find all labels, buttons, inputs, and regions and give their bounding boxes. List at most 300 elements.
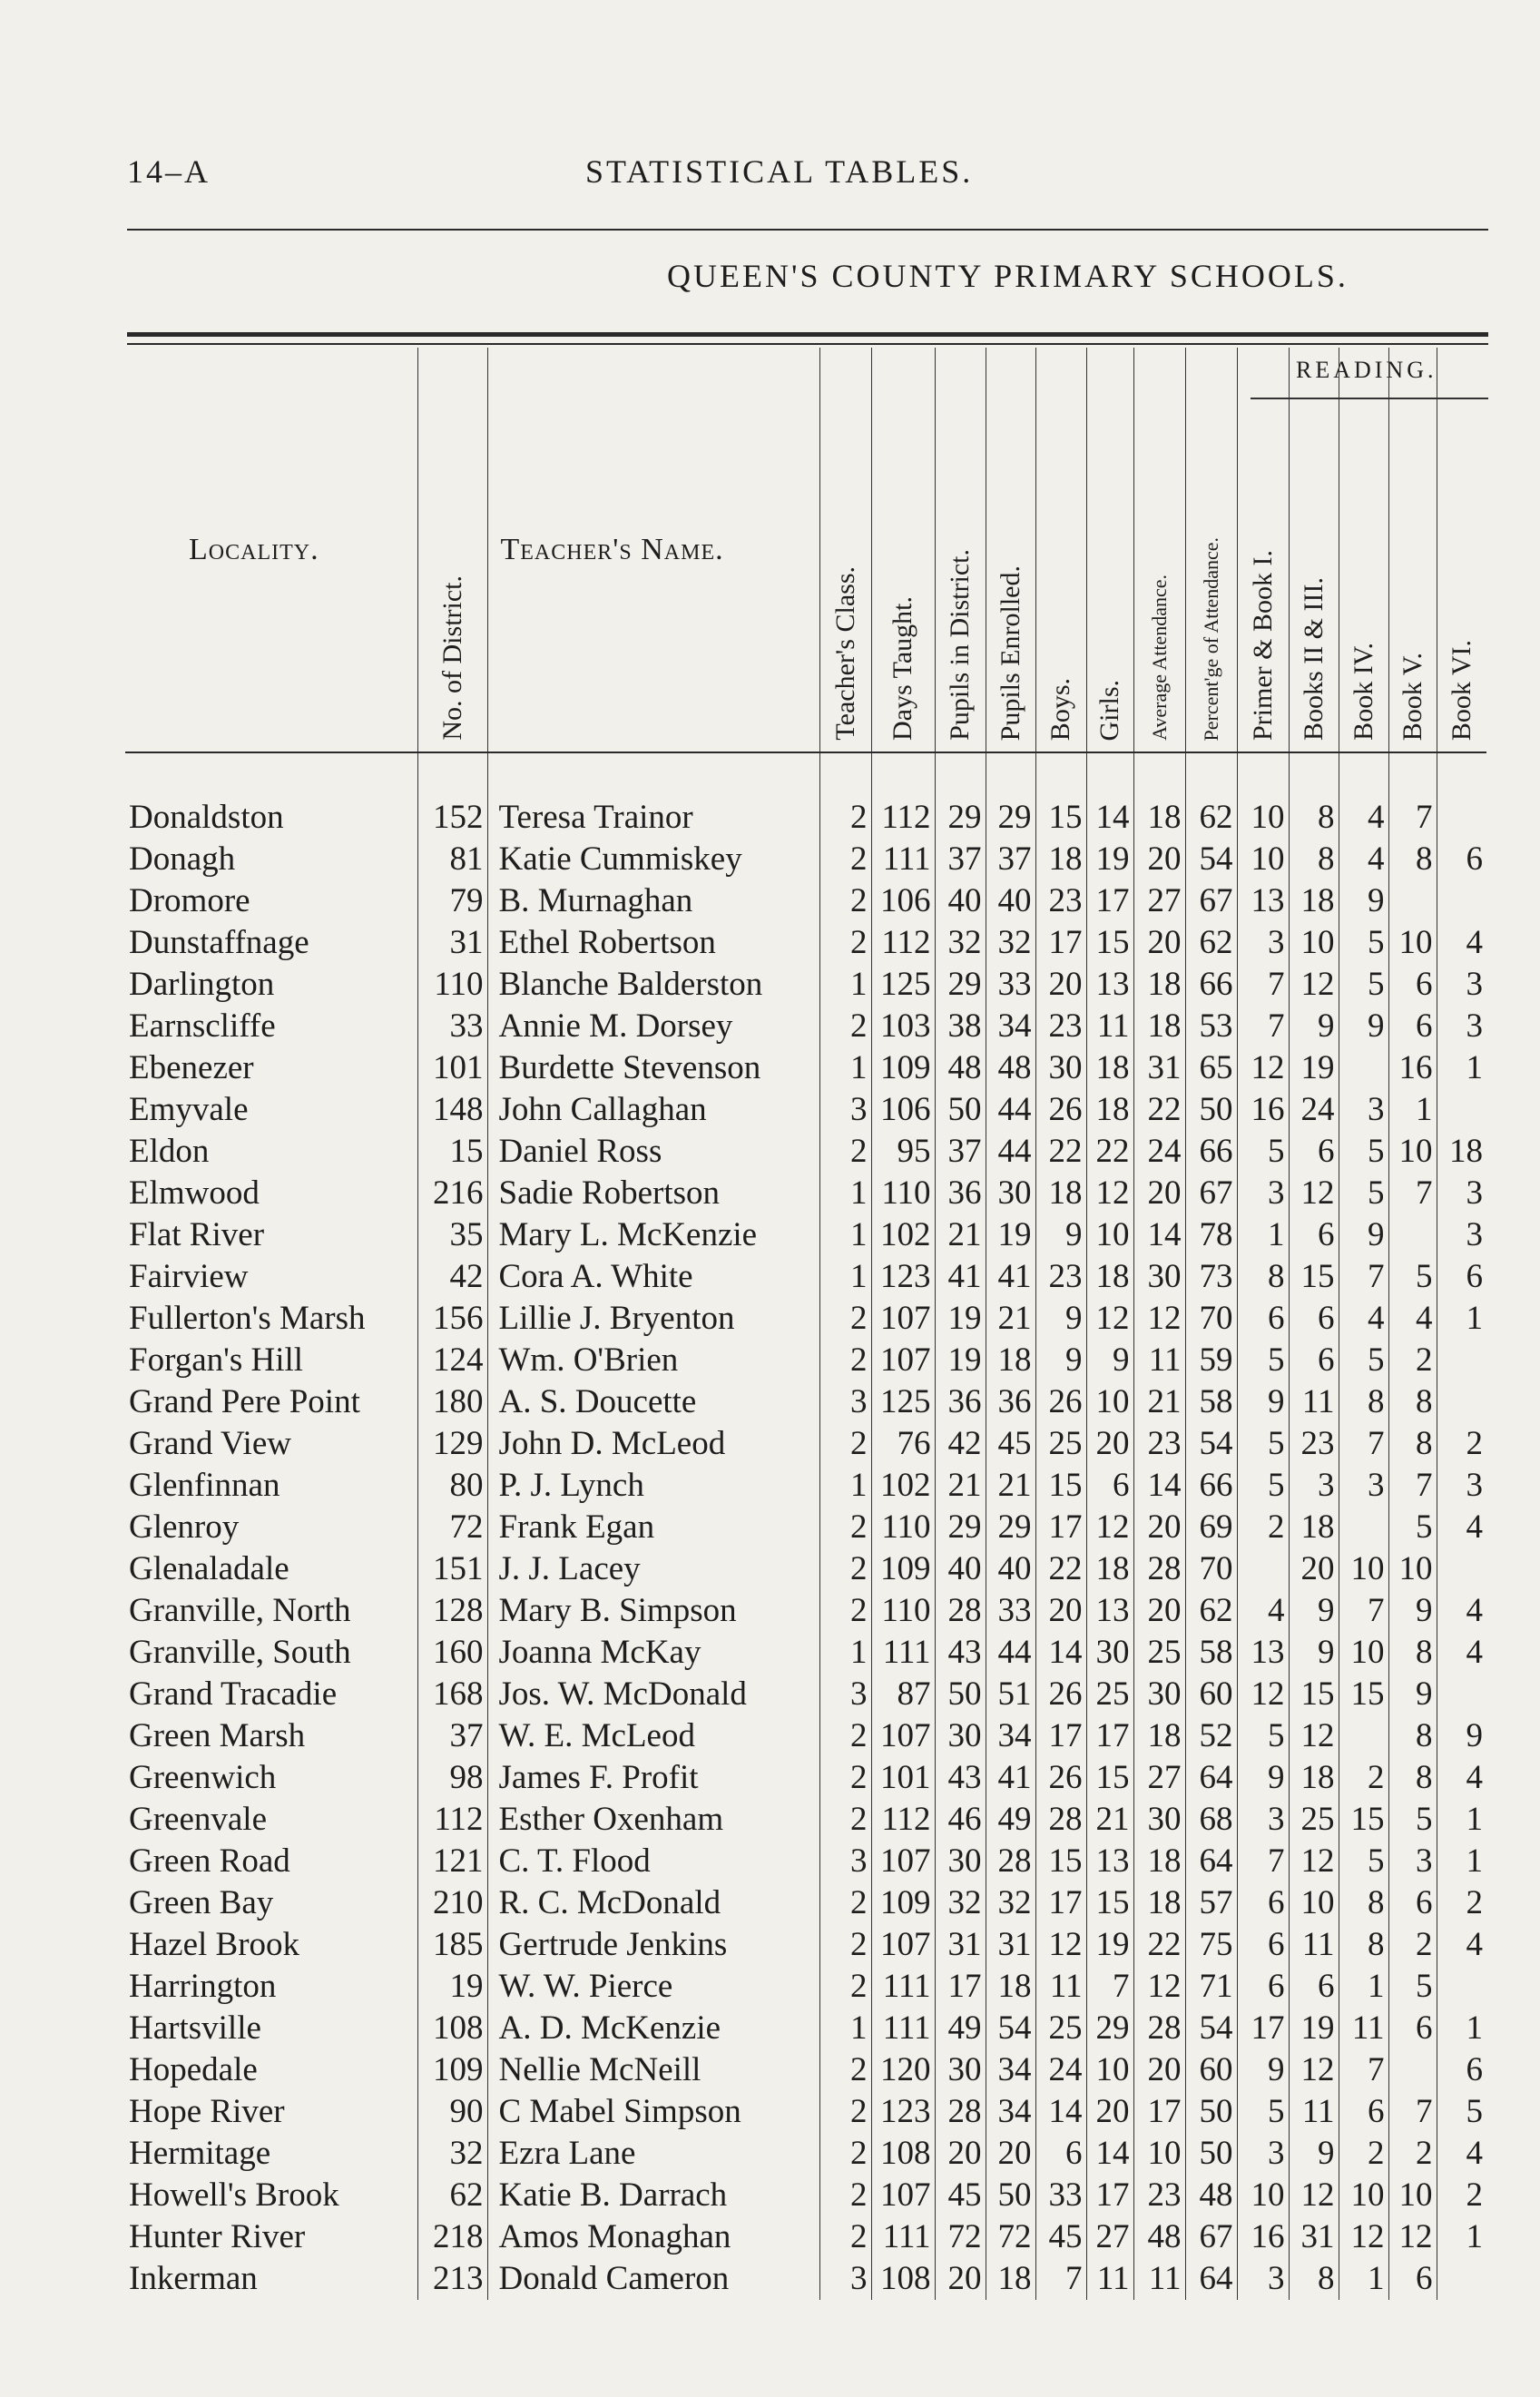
cell-book-5: 9 bbox=[1388, 1590, 1437, 1632]
cell-pupils-enrolled: 18 bbox=[986, 2258, 1035, 2300]
cell-locality: Hartsville bbox=[129, 2009, 261, 2047]
cell-girls: 13 bbox=[1086, 1590, 1133, 1632]
cell-book-6: 3 bbox=[1437, 1214, 1486, 1256]
cell-boys: 17 bbox=[1035, 922, 1086, 964]
cell-avg-attendance: 20 bbox=[1133, 922, 1185, 964]
cell-locality: Hazel Brook bbox=[129, 1926, 300, 1963]
cell-pupils-enrolled: 51 bbox=[986, 1674, 1035, 1715]
cell-books-2-3: 12 bbox=[1289, 2175, 1339, 2216]
cell-pupils-enrolled: 30 bbox=[986, 1173, 1035, 1214]
cell-days-taught: 111 bbox=[871, 2216, 935, 2258]
cell-days-taught: 112 bbox=[871, 922, 935, 964]
cell-teacher-class: 2 bbox=[819, 1423, 871, 1465]
cell-pupils-district: 42 bbox=[935, 1423, 986, 1465]
cell-pct-attendance: 75 bbox=[1185, 1924, 1237, 1966]
cell-pupils-enrolled: 32 bbox=[986, 922, 1035, 964]
cell-book-5: 5 bbox=[1388, 1966, 1437, 2008]
cell-locality: Fullerton's Marsh bbox=[129, 1300, 366, 1337]
cell-book-4: 5 bbox=[1339, 964, 1388, 1006]
cell-pupils-enrolled: 37 bbox=[986, 839, 1035, 880]
cell-district: 42 bbox=[417, 1256, 487, 1298]
header-book-5: Book V. bbox=[1388, 348, 1437, 752]
cell-locality: Glenaladale bbox=[129, 1550, 289, 1587]
cell-days-taught: 106 bbox=[871, 1089, 935, 1131]
cell-locality: Earnscliffe bbox=[129, 1007, 276, 1045]
cell-avg-attendance: 20 bbox=[1133, 1507, 1185, 1548]
cell-locality: Fairview bbox=[129, 1258, 249, 1295]
cell-book-4: 7 bbox=[1339, 1423, 1388, 1465]
cell-pupils-district: 40 bbox=[935, 880, 986, 922]
cell-primer: 6 bbox=[1237, 1966, 1289, 2008]
cell-pct-attendance: 73 bbox=[1185, 1256, 1237, 1298]
cell-book-5: 8 bbox=[1388, 839, 1437, 880]
cell-girls: 12 bbox=[1086, 1298, 1133, 1340]
cell-district: 151 bbox=[417, 1548, 487, 1590]
cell-boys: 18 bbox=[1035, 1173, 1086, 1214]
county-title: QUEEN'S COUNTY PRIMARY SCHOOLS. bbox=[667, 258, 1349, 294]
cell-avg-attendance: 21 bbox=[1133, 1381, 1185, 1423]
cell-book-5: 6 bbox=[1388, 1006, 1437, 1047]
cell-girls: 12 bbox=[1086, 1507, 1133, 1548]
cell-avg-attendance: 11 bbox=[1133, 2258, 1185, 2300]
cell-primer: 6 bbox=[1237, 1882, 1289, 1924]
cell-pupils-enrolled: 34 bbox=[986, 2091, 1035, 2133]
cell-book-6: 4 bbox=[1437, 1632, 1486, 1674]
cell-avg-attendance: 18 bbox=[1133, 1882, 1185, 1924]
cell-book-5: 2 bbox=[1388, 1924, 1437, 1966]
cell-district: 152 bbox=[417, 752, 487, 839]
cell-book-6: 1 bbox=[1437, 1799, 1486, 1841]
cell-teacher: John Callaghan bbox=[487, 1089, 819, 1131]
cell-book-6: 3 bbox=[1437, 1006, 1486, 1047]
cell-teacher-class: 2 bbox=[819, 1924, 871, 1966]
cell-book-4: 2 bbox=[1339, 2133, 1388, 2175]
cell-books-2-3: 20 bbox=[1289, 1548, 1339, 1590]
cell-book-5: 12 bbox=[1388, 2216, 1437, 2258]
cell-pupils-district: 21 bbox=[935, 1214, 986, 1256]
cell-district: 80 bbox=[417, 1465, 487, 1507]
table-body bbox=[125, 752, 1486, 2300]
cell-district: 156 bbox=[417, 1298, 487, 1340]
cell-primer: 13 bbox=[1237, 1632, 1289, 1674]
cell-boys: 17 bbox=[1035, 1507, 1086, 1548]
cell-book-5: 6 bbox=[1388, 2008, 1437, 2049]
table-row bbox=[125, 1006, 1486, 1047]
cell-pupils-district: 20 bbox=[935, 2133, 986, 2175]
cell-teacher-class: 2 bbox=[819, 1507, 871, 1548]
cell-days-taught: 109 bbox=[871, 1047, 935, 1089]
cell-book-6 bbox=[1437, 2258, 1486, 2300]
cell-primer: 9 bbox=[1237, 1757, 1289, 1799]
cell-girls: 9 bbox=[1086, 1340, 1133, 1381]
cell-girls: 19 bbox=[1086, 1924, 1133, 1966]
cell-pupils-enrolled: 20 bbox=[986, 2133, 1035, 2175]
cell-primer: 3 bbox=[1237, 1799, 1289, 1841]
running-header bbox=[127, 152, 1488, 207]
cell-book-6: 3 bbox=[1437, 1465, 1486, 1507]
cell-books-2-3: 9 bbox=[1289, 1006, 1339, 1047]
cell-boys: 7 bbox=[1035, 2258, 1086, 2300]
cell-book-5: 7 bbox=[1388, 2091, 1437, 2133]
table-row bbox=[125, 2175, 1486, 2216]
cell-days-taught: 103 bbox=[871, 1006, 935, 1047]
cell-pupils-enrolled: 45 bbox=[986, 1423, 1035, 1465]
cell-district: 19 bbox=[417, 1966, 487, 2008]
cell-primer: 7 bbox=[1237, 1006, 1289, 1047]
cell-locality: Harrington bbox=[129, 1968, 277, 2005]
cell-books-2-3: 12 bbox=[1289, 1715, 1339, 1757]
cell-district: 101 bbox=[417, 1047, 487, 1089]
cell-girls: 11 bbox=[1086, 2258, 1133, 2300]
cell-book-5: 5 bbox=[1388, 1256, 1437, 1298]
table-row bbox=[125, 2258, 1486, 2300]
cell-book-6: 5 bbox=[1437, 2091, 1486, 2133]
cell-book-4: 9 bbox=[1339, 880, 1388, 922]
cell-teacher-class: 3 bbox=[819, 1674, 871, 1715]
header-district: No. of District. bbox=[417, 348, 487, 752]
cell-teacher: Sadie Robertson bbox=[487, 1173, 819, 1214]
cell-pupils-enrolled: 34 bbox=[986, 1715, 1035, 1757]
cell-teacher-class: 2 bbox=[819, 2133, 871, 2175]
cell-books-2-3: 6 bbox=[1289, 1966, 1339, 2008]
cell-boys: 26 bbox=[1035, 1089, 1086, 1131]
cell-district: 108 bbox=[417, 2008, 487, 2049]
cell-book-6 bbox=[1437, 1089, 1486, 1131]
cell-girls: 30 bbox=[1086, 1632, 1133, 1674]
cell-boys: 25 bbox=[1035, 1423, 1086, 1465]
cell-books-2-3: 9 bbox=[1289, 1590, 1339, 1632]
cell-book-4: 5 bbox=[1339, 922, 1388, 964]
cell-book-6: 4 bbox=[1437, 1924, 1486, 1966]
cell-pupils-district: 43 bbox=[935, 1757, 986, 1799]
cell-book-4: 10 bbox=[1339, 1632, 1388, 1674]
cell-pct-attendance: 58 bbox=[1185, 1632, 1237, 1674]
table-row bbox=[125, 922, 1486, 964]
cell-district: 109 bbox=[417, 2049, 487, 2091]
cell-boys: 23 bbox=[1035, 1256, 1086, 1298]
cell-book-5: 8 bbox=[1388, 1381, 1437, 1423]
cell-avg-attendance: 12 bbox=[1133, 1298, 1185, 1340]
cell-pct-attendance: 54 bbox=[1185, 839, 1237, 880]
table-row bbox=[125, 1757, 1486, 1799]
table-row bbox=[125, 1924, 1486, 1966]
cell-teacher-class: 2 bbox=[819, 1757, 871, 1799]
cell-book-4: 3 bbox=[1339, 1089, 1388, 1131]
cell-district: 128 bbox=[417, 1590, 487, 1632]
cell-girls: 13 bbox=[1086, 964, 1133, 1006]
cell-pupils-district: 36 bbox=[935, 1173, 986, 1214]
cell-book-6: 2 bbox=[1437, 1882, 1486, 1924]
cell-book-5: 7 bbox=[1388, 752, 1437, 839]
cell-books-2-3: 31 bbox=[1289, 2216, 1339, 2258]
cell-book-5: 10 bbox=[1388, 1131, 1437, 1173]
cell-avg-attendance: 23 bbox=[1133, 1423, 1185, 1465]
cell-primer: 3 bbox=[1237, 2133, 1289, 2175]
cell-pupils-district: 29 bbox=[935, 1507, 986, 1548]
cell-boys: 9 bbox=[1035, 1340, 1086, 1381]
cell-avg-attendance: 18 bbox=[1133, 1715, 1185, 1757]
cell-pupils-enrolled: 21 bbox=[986, 1465, 1035, 1507]
cell-primer: 5 bbox=[1237, 1340, 1289, 1381]
header-pupils-enrolled: Pupils Enrolled. bbox=[986, 348, 1035, 752]
cell-teacher: Mary L. McKenzie bbox=[487, 1214, 819, 1256]
cell-pct-attendance: 78 bbox=[1185, 1214, 1237, 1256]
cell-books-2-3: 11 bbox=[1289, 1924, 1339, 1966]
cell-book-6 bbox=[1437, 752, 1486, 839]
cell-pupils-district: 31 bbox=[935, 1924, 986, 1966]
cell-teacher: Lillie J. Bryenton bbox=[487, 1298, 819, 1340]
cell-pupils-enrolled: 41 bbox=[986, 1757, 1035, 1799]
table-row bbox=[125, 1381, 1486, 1423]
cell-boys: 17 bbox=[1035, 1715, 1086, 1757]
cell-district: 210 bbox=[417, 1882, 487, 1924]
cell-pupils-district: 17 bbox=[935, 1966, 986, 2008]
cell-pupils-district: 21 bbox=[935, 1465, 986, 1507]
cell-days-taught: 107 bbox=[871, 2175, 935, 2216]
cell-days-taught: 123 bbox=[871, 1256, 935, 1298]
cell-teacher-class: 2 bbox=[819, 1298, 871, 1340]
table-row bbox=[125, 2049, 1486, 2091]
cell-teacher: Teresa Trainor bbox=[487, 752, 819, 839]
cell-pupils-district: 28 bbox=[935, 2091, 986, 2133]
cell-books-2-3: 15 bbox=[1289, 1256, 1339, 1298]
cell-days-taught: 106 bbox=[871, 880, 935, 922]
cell-teacher: Ethel Robertson bbox=[487, 922, 819, 964]
cell-boys: 18 bbox=[1035, 839, 1086, 880]
cell-book-5: 6 bbox=[1388, 964, 1437, 1006]
cell-boys: 6 bbox=[1035, 2133, 1086, 2175]
cell-boys: 23 bbox=[1035, 1006, 1086, 1047]
cell-book-4: 5 bbox=[1339, 1131, 1388, 1173]
cell-books-2-3: 6 bbox=[1289, 1214, 1339, 1256]
cell-teacher: Nellie McNeill bbox=[487, 2049, 819, 2091]
cell-pupils-district: 19 bbox=[935, 1340, 986, 1381]
cell-boys: 9 bbox=[1035, 1214, 1086, 1256]
cell-book-5: 5 bbox=[1388, 1507, 1437, 1548]
cell-pct-attendance: 70 bbox=[1185, 1548, 1237, 1590]
cell-teacher: W. W. Pierce bbox=[487, 1966, 819, 2008]
cell-pupils-enrolled: 40 bbox=[986, 880, 1035, 922]
cell-days-taught: 112 bbox=[871, 752, 935, 839]
cell-book-4: 15 bbox=[1339, 1799, 1388, 1841]
cell-book-6: 18 bbox=[1437, 1131, 1486, 1173]
cell-book-6: 4 bbox=[1437, 1757, 1486, 1799]
cell-book-5: 8 bbox=[1388, 1423, 1437, 1465]
cell-primer: 1 bbox=[1237, 1214, 1289, 1256]
cell-avg-attendance: 14 bbox=[1133, 1214, 1185, 1256]
cell-book-5: 6 bbox=[1388, 1882, 1437, 1924]
table-row bbox=[125, 1715, 1486, 1757]
cell-locality: Grand Pere Point bbox=[129, 1383, 360, 1420]
cell-teacher: J. J. Lacey bbox=[487, 1548, 819, 1590]
cell-book-4: 2 bbox=[1339, 1757, 1388, 1799]
cell-boys: 25 bbox=[1035, 2008, 1086, 2049]
table-row bbox=[125, 1548, 1486, 1590]
cell-teacher-class: 2 bbox=[819, 1590, 871, 1632]
header-days-taught: Days Taught. bbox=[871, 348, 935, 752]
cell-pupils-district: 37 bbox=[935, 839, 986, 880]
header-pct-attendance: Percent'ge of Attendance. bbox=[1185, 348, 1237, 752]
cell-book-6: 9 bbox=[1437, 1715, 1486, 1757]
cell-days-taught: 125 bbox=[871, 1381, 935, 1423]
cell-primer: 4 bbox=[1237, 1590, 1289, 1632]
cell-books-2-3: 15 bbox=[1289, 1674, 1339, 1715]
table-row bbox=[125, 1423, 1486, 1465]
cell-boys: 20 bbox=[1035, 964, 1086, 1006]
cell-locality: Granville, North bbox=[129, 1592, 351, 1629]
cell-avg-attendance: 20 bbox=[1133, 1590, 1185, 1632]
cell-days-taught: 111 bbox=[871, 839, 935, 880]
cell-teacher: Joanna McKay bbox=[487, 1632, 819, 1674]
cell-avg-attendance: 12 bbox=[1133, 1966, 1185, 2008]
cell-pupils-district: 30 bbox=[935, 1841, 986, 1882]
cell-district: 185 bbox=[417, 1924, 487, 1966]
cell-book-6: 3 bbox=[1437, 964, 1486, 1006]
cell-locality: Donagh bbox=[129, 840, 236, 878]
cell-book-4: 11 bbox=[1339, 2008, 1388, 2049]
cell-avg-attendance: 18 bbox=[1133, 1006, 1185, 1047]
cell-book-4: 15 bbox=[1339, 1674, 1388, 1715]
cell-books-2-3: 9 bbox=[1289, 2133, 1339, 2175]
cell-teacher-class: 3 bbox=[819, 2258, 871, 2300]
cell-book-6: 1 bbox=[1437, 2008, 1486, 2049]
cell-days-taught: 87 bbox=[871, 1674, 935, 1715]
cell-pct-attendance: 70 bbox=[1185, 1298, 1237, 1340]
cell-days-taught: 95 bbox=[871, 1131, 935, 1173]
cell-district: 213 bbox=[417, 2258, 487, 2300]
cell-books-2-3: 24 bbox=[1289, 1089, 1339, 1131]
cell-pct-attendance: 58 bbox=[1185, 1381, 1237, 1423]
cell-book-4: 5 bbox=[1339, 1173, 1388, 1214]
cell-book-4 bbox=[1339, 1047, 1388, 1089]
cell-primer: 3 bbox=[1237, 922, 1289, 964]
cell-pupils-enrolled: 18 bbox=[986, 1966, 1035, 2008]
cell-teacher: C Mabel Simpson bbox=[487, 2091, 819, 2133]
cell-locality: Hopedale bbox=[129, 2051, 258, 2088]
header-book-4: Book IV. bbox=[1339, 348, 1388, 752]
cell-books-2-3: 6 bbox=[1289, 1131, 1339, 1173]
cell-pupils-enrolled: 44 bbox=[986, 1632, 1035, 1674]
cell-days-taught: 111 bbox=[871, 1966, 935, 2008]
cell-pupils-district: 38 bbox=[935, 1006, 986, 1047]
cell-pupils-enrolled: 32 bbox=[986, 1882, 1035, 1924]
header-rule bbox=[127, 229, 1488, 231]
header-avg-attendance: Average Attendance. bbox=[1133, 348, 1185, 752]
table-row bbox=[125, 1799, 1486, 1841]
cell-pupils-enrolled: 54 bbox=[986, 2008, 1035, 2049]
cell-girls: 7 bbox=[1086, 1966, 1133, 2008]
cell-pupils-enrolled: 72 bbox=[986, 2216, 1035, 2258]
cell-pupils-district: 41 bbox=[935, 1256, 986, 1298]
cell-pct-attendance: 67 bbox=[1185, 1173, 1237, 1214]
cell-pct-attendance: 59 bbox=[1185, 1340, 1237, 1381]
cell-boys: 14 bbox=[1035, 1632, 1086, 1674]
cell-pupils-enrolled: 44 bbox=[986, 1089, 1035, 1131]
cell-books-2-3: 23 bbox=[1289, 1423, 1339, 1465]
cell-primer: 2 bbox=[1237, 1507, 1289, 1548]
cell-boys: 30 bbox=[1035, 1047, 1086, 1089]
cell-pupils-enrolled: 19 bbox=[986, 1214, 1035, 1256]
cell-boys: 23 bbox=[1035, 880, 1086, 922]
cell-teacher-class: 2 bbox=[819, 1882, 871, 1924]
cell-district: 110 bbox=[417, 964, 487, 1006]
cell-boys: 15 bbox=[1035, 1841, 1086, 1882]
cell-pct-attendance: 53 bbox=[1185, 1006, 1237, 1047]
cell-girls: 20 bbox=[1086, 1423, 1133, 1465]
reading-group-label: READING. bbox=[1296, 357, 1437, 383]
cell-avg-attendance: 24 bbox=[1133, 1131, 1185, 1173]
cell-boys: 9 bbox=[1035, 1298, 1086, 1340]
cell-pct-attendance: 60 bbox=[1185, 2049, 1237, 2091]
table-row bbox=[125, 1089, 1486, 1131]
table-row bbox=[125, 1298, 1486, 1340]
cell-avg-attendance: 22 bbox=[1133, 1089, 1185, 1131]
cell-girls: 6 bbox=[1086, 1465, 1133, 1507]
cell-avg-attendance: 18 bbox=[1133, 964, 1185, 1006]
cell-teacher: Donald Cameron bbox=[487, 2258, 819, 2300]
cell-book-6: 4 bbox=[1437, 1507, 1486, 1548]
cell-pupils-enrolled: 36 bbox=[986, 1381, 1035, 1423]
cell-teacher: P. J. Lynch bbox=[487, 1465, 819, 1507]
cell-days-taught: 110 bbox=[871, 1507, 935, 1548]
cell-locality: Greenwich bbox=[129, 1759, 277, 1796]
cell-avg-attendance: 23 bbox=[1133, 2175, 1185, 2216]
cell-teacher-class: 2 bbox=[819, 839, 871, 880]
cell-books-2-3: 18 bbox=[1289, 1757, 1339, 1799]
cell-boys: 26 bbox=[1035, 1674, 1086, 1715]
cell-primer: 7 bbox=[1237, 964, 1289, 1006]
cell-books-2-3: 11 bbox=[1289, 1381, 1339, 1423]
cell-locality: Grand Tracadie bbox=[129, 1675, 338, 1713]
cell-pupils-district: 49 bbox=[935, 2008, 986, 2049]
cell-pupils-district: 45 bbox=[935, 2175, 986, 2216]
cell-avg-attendance: 30 bbox=[1133, 1799, 1185, 1841]
cell-pct-attendance: 68 bbox=[1185, 1799, 1237, 1841]
header-row bbox=[125, 348, 1486, 752]
cell-girls: 17 bbox=[1086, 880, 1133, 922]
cell-book-4: 10 bbox=[1339, 2175, 1388, 2216]
cell-book-6: 1 bbox=[1437, 1298, 1486, 1340]
cell-pupils-district: 72 bbox=[935, 2216, 986, 2258]
cell-book-6: 4 bbox=[1437, 2133, 1486, 2175]
cell-book-5: 5 bbox=[1388, 1799, 1437, 1841]
cell-primer: 12 bbox=[1237, 1047, 1289, 1089]
cell-days-taught: 109 bbox=[871, 1882, 935, 1924]
cell-district: 160 bbox=[417, 1632, 487, 1674]
cell-avg-attendance: 30 bbox=[1133, 1674, 1185, 1715]
cell-pupils-enrolled: 34 bbox=[986, 1006, 1035, 1047]
cell-avg-attendance: 28 bbox=[1133, 2008, 1185, 2049]
cell-primer: 16 bbox=[1237, 2216, 1289, 2258]
cell-locality: Green Road bbox=[129, 1842, 290, 1880]
cell-pupils-enrolled: 50 bbox=[986, 2175, 1035, 2216]
cell-pct-attendance: 67 bbox=[1185, 880, 1237, 922]
header-books-2-3: Books II & III. bbox=[1289, 348, 1339, 752]
cell-teacher-class: 1 bbox=[819, 1214, 871, 1256]
cell-pct-attendance: 69 bbox=[1185, 1507, 1237, 1548]
cell-pupils-enrolled: 18 bbox=[986, 1340, 1035, 1381]
cell-girls: 19 bbox=[1086, 839, 1133, 880]
cell-books-2-3: 11 bbox=[1289, 2091, 1339, 2133]
table-top-rule-thin bbox=[127, 343, 1488, 345]
cell-teacher-class: 2 bbox=[819, 1340, 871, 1381]
cell-book-4: 5 bbox=[1339, 1340, 1388, 1381]
cell-avg-attendance: 18 bbox=[1133, 1841, 1185, 1882]
cell-books-2-3: 12 bbox=[1289, 1841, 1339, 1882]
cell-girls: 10 bbox=[1086, 2049, 1133, 2091]
cell-district: 31 bbox=[417, 922, 487, 964]
cell-books-2-3: 9 bbox=[1289, 1632, 1339, 1674]
